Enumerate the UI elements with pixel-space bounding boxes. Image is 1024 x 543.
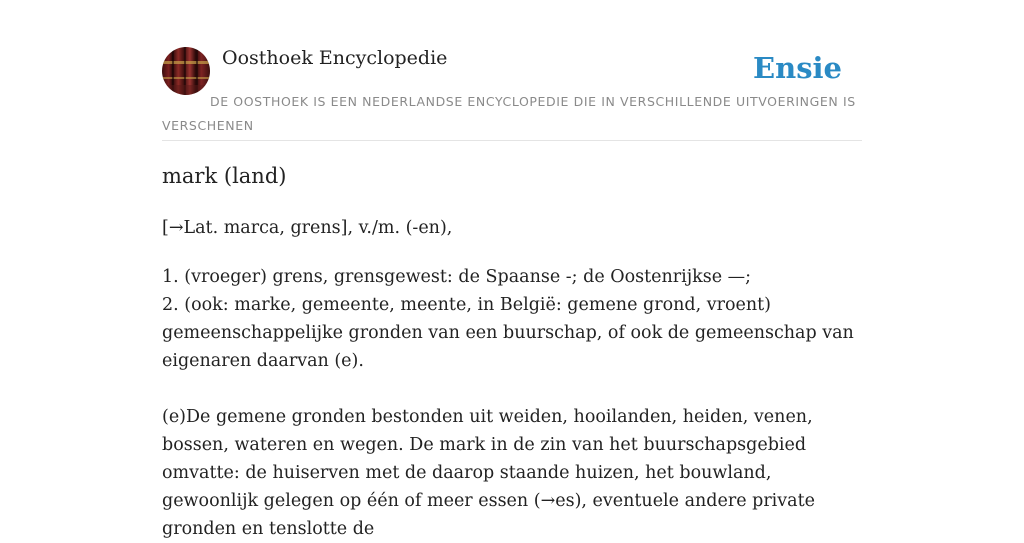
ensie-brand-logo[interactable]: Ensie (753, 51, 842, 85)
entry-title: mark (land) (162, 164, 287, 188)
site-title[interactable]: Oosthoek Encyclopedie (222, 47, 448, 69)
entry-definitions (162, 263, 862, 375)
entry-etymology: [→Lat. marca, grens], v./m. (-en), (162, 218, 453, 238)
definition-item: 1. (vroeger) grens, grensgewest: de Spaanse -; de Oostenrijkse —; (162, 267, 752, 287)
site-header (162, 0, 862, 141)
encyclopedia-books-avatar[interactable] (162, 47, 210, 95)
page-content (162, 0, 862, 539)
definition-item: 2. (ook: marke, gemeente, meente, in België: gemene grond, vroent) gemeenschappelijke gronden van een buurschap, of ook de gemeenschap van eigenaren daarvan (e). (162, 295, 854, 371)
site-tagline: DE OOSTHOEK IS EEN NEDERLANDSE ENCYCLOPEDIE DIE IN VERSCHILLENDE UITVOERINGEN IS VERSCHENEN (162, 94, 856, 133)
entry-note: (e)De gemene gronden bestonden uit weiden, hooilanden, heiden, venen, bossen, wateren en wegen. De mark in de zin van het buurschapsgebied omvatte: de huiserven met de daarop staande huizen, het bouwland, gewoonlijk gelegen op één of meer essen (→es), eventuele andere private gronden en tenslotte de (162, 407, 815, 539)
book-spines-icon (162, 47, 210, 95)
